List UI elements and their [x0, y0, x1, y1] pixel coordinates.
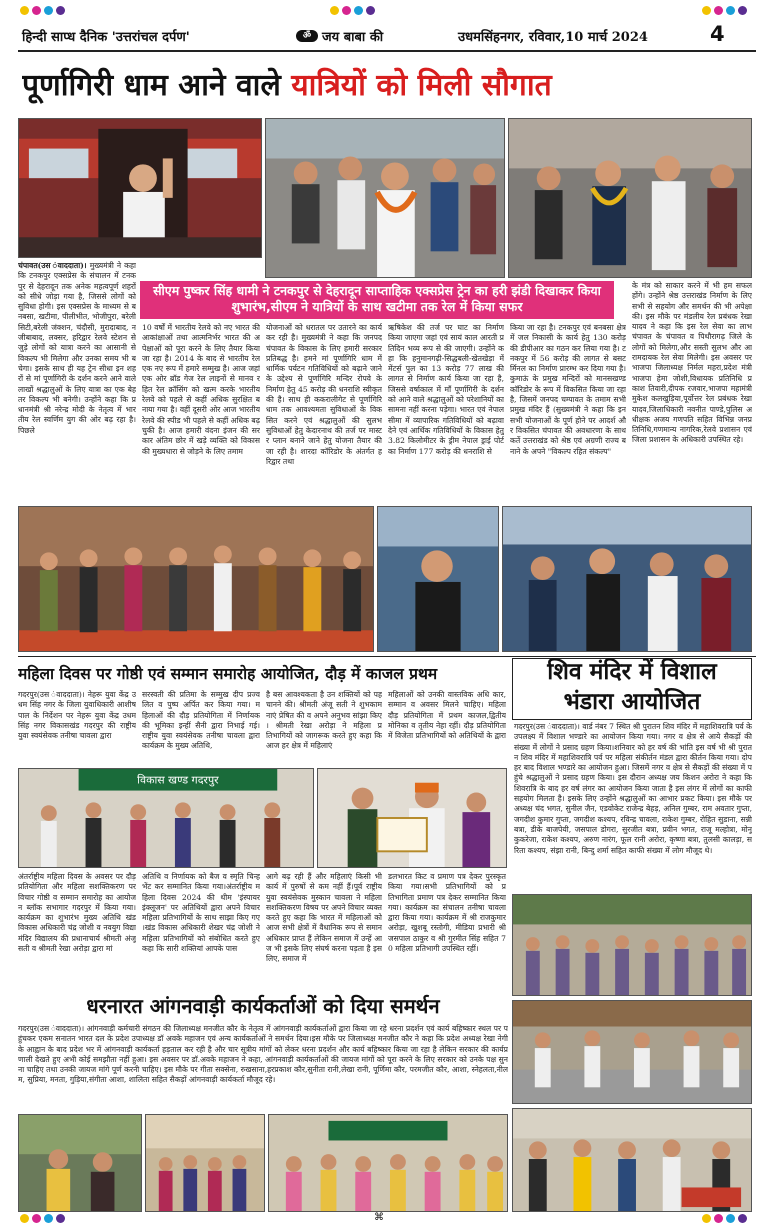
dot-pink	[714, 6, 723, 15]
paper-name: हिन्दी साप्ध दैनिक 'उत्तरांचल दर्पण'	[22, 30, 190, 45]
photo-cm-crowd-garland	[265, 118, 505, 278]
dot-yellow	[702, 6, 711, 15]
dot-pink	[32, 1214, 41, 1223]
main-subheadline: सीएम पुष्कर सिंह धामी ने टनकपुर से देहरादून साप्ताहिक एक्सप्रेस ट्रेन का हरी झंडी दिखाकर किया शुभारंभ,सीएम ने यात्रियों के साथ खटीमा तक रेल में किया सफर	[140, 281, 614, 319]
header-dots-right	[702, 6, 747, 15]
photo-cm-on-train-seat	[377, 506, 499, 652]
main-story-col4: ऋषिकेश की तर्ज पर घाट का निर्माण किया जाएगा जहां एवं सायं काल आरती प्रतिदिन भव्य रूप से की जाएगी। उन्होंने कहा कि हनुमानगढ़ी-सिद्धबली-खेतखेड़ा में मेंटर्स पुल का 13 करोड़ 77 लाख की लागत से निर्माण कार्य किया जा रहा है, जिससे वर्षाकाल में माँ पूर्णागिरी के दर्शन को आने वाले श्रद्धालुओं को परेशानियों का सामना नहीं करना पड़ेगा। भारत एवं नेपाल सीमा में व्यापारिक गतिविधियों को बढ़ावा देने एवं आर्थिक गतिविधियों के विकास हेतु 3.82 किलोमीटर के ड्रीम नेपाल ड्राई पोर्ट का निर्माण 177 करोड़ की धनराशि से	[388, 323, 504, 456]
dot-purple	[56, 1214, 65, 1223]
date-place: उधमसिंहनगर, रविवार,10 मार्च 2024	[458, 30, 648, 45]
photo-womens-day-stage	[18, 768, 314, 868]
dot-pink	[714, 1214, 723, 1223]
photo-cm-with-passengers	[502, 506, 752, 652]
main-dateline: चंपावत(उस ंवाददाता)।	[18, 261, 87, 270]
shiv-mandir-headline-1: शिव मंदिर में विशाल	[547, 659, 717, 685]
photo-cm-rail-officials	[508, 118, 752, 278]
om-logo-icon: ॐ	[296, 30, 318, 42]
dot-yellow	[20, 1214, 29, 1223]
main-story-col3: योजनाओं को धरातल पर उतारने का कार्य कर रही है। मुख्यमंत्री ने कहा कि जनपद चंपावत के विकास के लिए हमारी सरकार प्रतिबद्ध है। हमने मां पूर्णागिरि धाम में धार्मिक पर्यटन गतिविधियों को बढ़ाने जाने के उद्देश्य से पूर्णागिरि मन्दिर रोपवे के निर्माण हेतु 45 करोड़ की धनराशि स्वीकृत की है। साथ ही ककरालीगेट से पूर्णागिरि धाम तक आवश्यमता सुविधाओं के विकसित करने एवं श्रद्धालुओं की सुलभ सुविधाओं हेतु केदारनाथ की तर्ज पर मास्टर प्लान बनाने जाने हेतु योजना तैयार की जा रही है। शारदा कॉरिडोर के अंतर्गत हरिद्वार तथा	[266, 323, 382, 466]
footer-dots-left	[20, 1214, 65, 1223]
womens-col8: डलभारत किट व प्रमाण पत्र देकर पुरस्कृत किया गया।सभी प्रतिभागियों को प्रतिभागिता प्रमाण पत्र देकर सम्मानित किया गया। कार्यक्रम का संचालन तनीषा चावला द्वारा किया गया। कार्यक्रम में श्री राजकुमार अरोड़ा, खुशबू रस्तोगी, मीडिया प्रभारी श्री जसपाल ठाकुर व श्री गुरमीत सिंह सहित 70 महिला प्रतिभागी उपस्थित रहीं।	[388, 872, 506, 954]
dot-purple	[56, 6, 65, 15]
dot-blue	[354, 6, 363, 15]
photo-cm-train-door	[18, 118, 262, 258]
main-story-col1	[18, 261, 136, 503]
main-headline-part1: पूर्णागिरी धाम आने वाले	[22, 68, 281, 103]
main-story-col5: किया जा रहा है। टनकपुर एवं बनबसा क्षेत्र में जल निकासी के कार्य हेतु 130 करोड़ की डीपीआर का गठन कर लिया गया है। टनकपुर में 56 करोड़ की लागत से बसटर्मिनल का निर्माण प्रारम्भ कर दिया गया है। कुमाऊं के प्रमुख मन्दिरों को मानसखण्ड कॉरिडोर के रूप में विकसित किया जा रहा है, जिसमें जनपद चम्पावत के तमाम सभी प्रमुख मंदिर हैं (सुख्यमंत्री ने कहा कि इन सभी योजनाओं के पूर्ण होने पर आदर्श और विकसित चंपावत की अवधारणा के साथ कर्ते उत्तराखंड को श्रेष्ठ एवं अग्रणी राज्य बनाने के अपने "विकल्प रहित संकल्प"	[510, 323, 626, 456]
shiv-mandir-body: गदरपुर(उस ंवाददाता)। वार्ड नंबर 7 स्थित श्री पुरातन शिव मंदिर में महाशिवरात्रि पर्व के उपलक्ष्य में विशाल भण्डारे का आयोजन किया गया। नगर व क्षेत्र से आये सैकड़ों की संख्या में लोगों ने प्रसाद ग्रहण किया।शनिवार को हर वर्ष की भांति इस वर्ष भी श्री पुरातन शिव मंदिर में महाशिवरात्रि पर्व पर महिला संकीर्तन मंडल द्वारा कीर्तन किया गया। दोपहर बाद विशाल भण्डारे का आयोजन हुआ। जिसमें नगर व क्षेत्र से सैकड़ों की संख्या में पहुंचे श्रद्धालुओं ने प्रसाद ग्रहण किया। इस दौरान अध्यक्ष जय किशन अरोरा ने कहा कि शिवरात्रि के बाद हर वर्ष लंगर का आयोजन किया जाता है इस लंगर में लोगों का काफी सहयोग मिलता है। इसके लिए उन्होंने श्रद्धालुओं का आभार प्रकट किया। इस मौके पर अध्यक्ष चंद भगत, सुनील जैन, एडवोकेट राजेन्द्र बेहड़, अनिल गुम्बर, राम अवतार गुप्ता, जगदीश कुमार गुप्ता, जगदीश कश्यप, रविन्द्र चावला, राकेश गुम्बर, रोहित सुडाना, सन्नी बत्रा, डीके बाजपेयी, जसपाल डोगरा, सुरजीत बत्रा, प्रवीन भगत, राजू मल्होत्रा, मोनू कुकरेजा, राकेश कश्यप, अरुण नारंग, फूल रानी अरोरा, कृष्णा बत्रा, तुलसी कालड़ा, सरिता कश्यप, संझा रानी, बिन्दु शर्मा सहित काफी संख्या में लोग मौजूद थे।	[514, 722, 752, 855]
photo-certificate-award	[317, 768, 507, 868]
main-headline-part2: यात्रियों को मिली सौगात	[291, 68, 552, 103]
slogan-text: जय बाबा की	[322, 30, 384, 45]
photo-shiv-devotees	[512, 1108, 752, 1212]
banner-text: विकास खण्ड गदरपुर	[137, 773, 219, 787]
anganwadi-headline: धरनारत आंगनवाड़ी कार्यकर्ताओं को दिया समर्थन	[86, 994, 440, 1018]
dot-blue	[726, 1214, 735, 1223]
header-dots-center	[330, 6, 375, 15]
dot-purple	[738, 1214, 747, 1223]
main-story-col6: के मंत्र को साकार करने में भी हम सफल होंगे। उन्होंने श्रेष्ठ उत्तराखंड निर्माण के लिए सभी से सहयोग और समर्थन की भी अपेक्षा की। इस मौके पर मंडलीय रेल प्रबंधक रेखा यादव ने कहा कि इस रेल सेवा का लाभ चंपावत के चंपावत व पिथौरागढ़ जिले के लोगों को मिलेगा,और सस्ती सुलभ और आरामदायक रेल सेवा मिलेगी। इस अवसर पर भाजपा जिलाध्यक्ष निर्मल महरा,प्रदेश मंत्री भाजपा हेमा जोशी,विधायक प्रतिनिधि प्रकाश तिवारी,दीपक रजवार,भाजपा महामंत्री मुकेश कलखुड़िया,पूर्वोत्तर रेल प्रबंधक रेखा यादव,जिलाधिकारी नवनीत पाण्डे,पुलिस अधीक्षक अजय गणपति सहित विभिन्न जनप्रतिनिधि,गणमान्य नागरिक,रेलवे प्रशासन एवं जिला प्रशासन के अधिकारी उपस्थित रहे।	[632, 281, 752, 445]
header-rule	[18, 50, 756, 52]
photo-anganwadi-protest-1	[18, 1114, 142, 1212]
photo-bhandara-serving	[512, 1000, 752, 1104]
dot-yellow	[330, 6, 339, 15]
dot-purple	[738, 6, 747, 15]
main-headline	[22, 66, 752, 106]
dot-blue	[726, 6, 735, 15]
womens-col1: गदरपुर(उस ंवाददाता)। नेहरू युवा केंद्र उधम सिंह नगर के जिला युवाधिकारी आशीष पाल के निर्देशन पर नेहरू युवा केंद्र उधम सिंह नगर विकासखंड गदरपुर की राष्ट्रीय युवा स्वयंसेवक तनीषा चावला द्वारा	[18, 690, 136, 741]
photo-anganwadi-protest-3	[268, 1114, 508, 1212]
dot-blue	[44, 6, 53, 15]
slogan	[296, 27, 383, 45]
dot-pink	[32, 6, 41, 15]
footer-dots-right	[702, 1214, 747, 1223]
header-dots-left	[20, 6, 65, 15]
anganwadi-body: गदरपुर(उस ंवाददाता)। आंगनवाड़ी कर्मचारी संगठन की जिलाध्यक्ष मनजीत कौर के नेतृत्व में आंगनवाड़ी कार्यकर्ताओं द्वारा किया जा रहे धरना प्रदर्शन एवं कार्य बहिष्कार स्थल पर पहुंचकर एकम सनातन भारत दल के प्रदेश उपाध्यक्ष डॉ अवके महाजन एवं अन्य कार्यकर्ताओं ने समर्थन दिया।इस मौके पर जिलाध्यक्ष मनजीत कौर ने कहा कि प्रदेश अध्यक्ष रेखा नेगी के आह्वान के बाद प्रदेश भर में आंगनवाड़ी कार्यकर्ता हड़ताल कर रही है और चार सूत्रीय मांगों को लेकर धरना प्रदर्शन और कार्य बहिष्कार किया जा रहा है लेकिन सरकार की कार्यप्रणाली देखते हुए अभी कोई समझौता नहीं हुआ। इस अवसर पर डॉ.अवके महाजन ने कहा, आंगनवाड़ी कार्यकर्ताओं की जायज मांगों को पूरा करने के लिए सरकार को उनके पक्ष सुनना चाहिए तथा उनकी जायज मांगे पूर्ण करनी चाहिए। इस मौके पर गीता सक्सेना, रुखसाना,हरप्रकाश कौर,सुनीता रानी,लेखा रानी, पूर्णिमा कौर, परमजीत कौर, आशा, स्नेहलता,नीलम, सुप्रिया, मनता, गुड़िया,संगीता आशा, शालिता सहित सैकड़ों आंगनवाड़ी कार्यकर्ता मौजूद रहे।	[18, 1024, 508, 1085]
womens-col6: अतिथि व निर्णायक को बैज व स्मृति चिन्ह भेंट कर सम्मानित किया गया।अंतर्राष्ट्रीय महिला दिवस 2024 की थीम 'इंस्पायर इंक्लूजन' पर अतिथियों द्वारा अपने विचार महिला प्रतिभागियों के साथ साझा किए गए।खंड विकास अधिकारी शेखर चंद्र जोशी ने महिला प्रतिभागियों को संबोधित करते हुए कहा कि सारी शक्तियां आपके पास	[142, 872, 260, 954]
womens-day-headline: महिला दिवस पर गोष्ठी एवं सम्मान समारोह आयोजित, दौड़ में काजल प्रथम	[18, 665, 438, 683]
dot-purple	[366, 6, 375, 15]
dot-yellow	[20, 6, 29, 15]
womens-col3: है बस आवश्यकता है उन शक्तियों को पहचानने की। श्रीमती अंजू सती ने शुभकामनाएं प्रेषित की व अपने अनुभव सांझा किए। श्रीमती रेखा अरोड़ा ने महिला प्रतिभागियों को जागरूक करते हुए कहा कि आज हर क्षेत्र में महिलाएं	[266, 690, 382, 751]
dot-blue	[44, 1214, 53, 1223]
page-number: 4	[710, 22, 725, 46]
womens-col7: आगे बढ़ रही हैं और महिलाएं किसी भी कार्य में पुरुषों से कम नहीं हैं।पूर्व राष्ट्रीय युवा स्वयंसेवक मुस्कान चावला ने महिला सशक्तिकरण विषय पर अपने विचार व्यक्त करते हुए कहा कि भारत में महिलाओं को आज सभी क्षेत्रों में वैधानिक रूप से समान अधिकार प्राप्त हैं लेकिन समाज में उन्हें आज भी इसके लिए संघर्ष करना पड़ता है इसलिए, समाज में	[266, 872, 382, 964]
main-story-col2: 10 वर्षों में भारतीय रेलवे को नए भारत की आकांक्षाओं तथा आत्मनिर्भर भारत की अपेक्षाओं को पूरा करने के लिए तैयार किया जा रहा है। 2014 के बाद से भारतीय रेल एक नए रूप में हमारे सम्मुख है। आज जहां एक ओर ब्रॉड गेज रेल लाइनों से मानव रहित रेल क्रॉसिंग को खत्म करके भारतीय रेलवे को पहले से कहीं अधिक सुरक्षित बनाया गया है। वहीं दूसरी ओर आज भारतीय रेलवे की स्पीड भी पहले से कहीं अधिक बढ़ चुकी है। आज हमारी वंदना इंजन की सरकार अंतिम छोर में खड़े व्यक्ति को विकास की मुख्यधारा से जोड़ने के लिए तमाम	[142, 323, 260, 456]
dot-yellow	[702, 1214, 711, 1223]
dot-pink	[342, 6, 351, 15]
womens-col2: सरस्वती की प्रतिमा के सम्मुख दीप प्रज्वलित व पुष्प अर्पित कर किया गया। महिलाओं की दौड़ प्रतियोगिता में निर्णायक की भूमिका इन्हीं सैनी द्वारा निभाई गई। राष्ट्रीय युवा स्वयंसेवक तनीषा चावला द्वारा कार्यक्रम के मुख्य अतिथि,	[142, 690, 260, 751]
photo-anganwadi-protest-2	[145, 1114, 265, 1212]
womens-col4: महिलाओं को उनकी वास्तविक अधि कार, सम्मान व अवसर मिलने चाहिए। महिला दौड़ प्रतियोगिता में प्रथम काजल,द्वितीय मोनिका व तृतीय नेहा रहीं। दौड़ प्रतियोगिता में विजेता प्रतिभागियों को अतिथियों के द्वारा	[388, 690, 506, 741]
photo-dignitaries-stage	[18, 506, 374, 652]
footer-center-icon: ⌘	[374, 1212, 384, 1223]
shiv-mandir-headline-2: भंडारा आयोजित	[563, 689, 701, 715]
main-col1-text: मुख्यमंत्री ने कहा कि टनकपुर एक्सप्रेस के संचालन में टनकपुर से देहरादून तक अनेक महत्वपूर्ण शहरों को सीधे जोड़ा गया है, जिससे लोगों को सुविधा होगी। इस एक्सप्रेस के माध्यम से बनबसा, खटीमा, पीलीभीत, भोजीपुरा, बरेली सिटी,बरेली जंक्शन, चंदौसी, मुरादाबाद, नजीबाबाद, लक्सर, हरिद्वार रेलवे स्टेशन से जुड़े लोगों को यात्रा करने का आसानी से विकल्प भी मिलेगा और उनका समय भी बचेगा। इसके साथ ही यह ट्रेन सीधा इन शहरों से मां पूर्णागिरी के दर्शन करने आने वाले लाखों श्रद्धालुओं के लिए यात्रा का एक बेहतर विकल्प भी बनेगी। उन्होंने कहा कि प्रधानमंत्री श्री नरेन्द्र मोदी के नेतृत्व में भारतीय रेल स्वर्णिम युग की ओर बढ़ रहा है। पिछले	[18, 261, 136, 435]
womens-col5: अंतर्राष्ट्रीय महिला दिवस के अवसर पर दौड़ प्रतियोगिता और महिला सशक्तिकरण पर विचार गोष्ठी व सम्मान समारोह का आयोजन ब्लॉक सभागार गदरपुर में किया गया। कार्यक्रम का शुभारंभ मुख्य अतिथि खंड विकास अधिकारी चंद्र जोशी व नवयुग विद्या मंदिर विद्यालय की प्रधानाचार्य श्रीमती अंजू सती व श्रीमती रेखा अरोड़ा द्वारा मां	[18, 872, 136, 954]
photo-bhandara-crowd	[512, 894, 752, 996]
